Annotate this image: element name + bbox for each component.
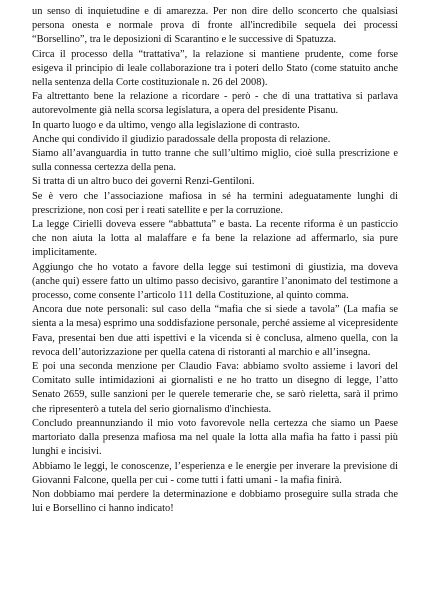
paragraph: Non dobbiamo mai perdere la determinazione e dobbiamo proseguire sulla strada che lui e Borsellino ci hanno indicato! xyxy=(32,488,398,515)
paragraph: La legge Cirielli doveva essere “abbattuta” e basta. La recente riforma è un pasticcio che non aiuta la lotta al malaffare e fa bene la relazione ad affermarlo, sia pure implicitamente. xyxy=(32,219,398,259)
paragraph: Aggiungo che ho votato a favore della legge sui testimoni di giustizia, ma doveva (anche qui) essere fatto un ultimo passo decisivo, garantire l’anonimato del testimone a processo, come consente l’articolo 111 della Costituzione, al quinto comma. xyxy=(32,261,398,302)
paragraph: Anche qui condivido il giudizio paradossale della proposta di relazione. xyxy=(32,133,331,145)
paragraph: Fa altrettanto bene la relazione a ricordare - però - che di una trattativa si parlava autorevolmente già nella scorsa legislatura, a opera del presidente Pisanu. xyxy=(32,91,398,117)
paragraph: Concludo preannunziando il mio voto favorevole nella certezza che siamo un Paese martoriato dalla presenza mafiosa ma nel quale la lotta alla mafia ha fatto i passi più lunghi e incisivi. xyxy=(32,417,398,458)
paragraph: Ancora due note personali: sul caso della “mafia che si siede a tavola” (La mafia se sienta a la mesa) esprimo una soddisfazione personale, perché assieme al vicepresidente Fava, presentai ben due atti ispettivi e la vicenda si è conclusa, almeno quella, con la revoca dell’autorizzazione per quella catena di ristoranti al marchio e all’insegna. xyxy=(32,304,398,358)
paragraph: Se è vero che l’associazione mafiosa in sé ha termini adeguatamente lunghi di prescrizione, non così per i reati satellite e per la corruzione. xyxy=(32,190,398,216)
paragraph: In quarto luogo e da ultimo, vengo alla legislazione di contrasto. xyxy=(32,119,300,131)
paragraph: Circa il processo della “trattativa”, la relazione si mantiene prudente, come forse esigeva il principio di leale collaborazione tra i poteri dello Stato (come statuito anche nella sentenza della Corte costituzionale n. 26 del 2008). xyxy=(32,48,398,89)
paragraph: un senso di inquietudine e di amarezza. Per non dire dello sconcerto che qualsiasi persona onesta e normale prova di fronte all'incredibile sequela dei processi “Borsellino”, tra le deposizioni di Scarantino e le successive di Spatuzza. xyxy=(32,6,398,46)
document-body xyxy=(32,5,398,516)
paragraph: Siamo all’avanguardia in tutto tranne che sull’ultimo miglio, cioè sulla prescrizione e sulla connessa certezza della pena. xyxy=(32,148,398,174)
paragraph: Si tratta di un altro buco dei governi Renzi-Gentiloni. xyxy=(32,176,255,188)
paragraph: E poi una seconda menzione per Claudio Fava: abbiamo svolto assieme i lavori del Comitato sulle intimidazioni ai giornalisti e ne ho tratto un disegno di legge, l’atto Senato 2659, sulle sanzioni per le querele temerarie che, se sarò rieletta, sarà il primo che ripresenterò a tutela del serio giornalismo d'inchiesta. xyxy=(32,361,398,415)
paragraph: Abbiamo le leggi, le conoscenze, l’esperienza e le energie per inverare la previsione di Giovanni Falcone, quella per cui - come tutti i fatti umani - la mafia finirà. xyxy=(32,460,398,486)
